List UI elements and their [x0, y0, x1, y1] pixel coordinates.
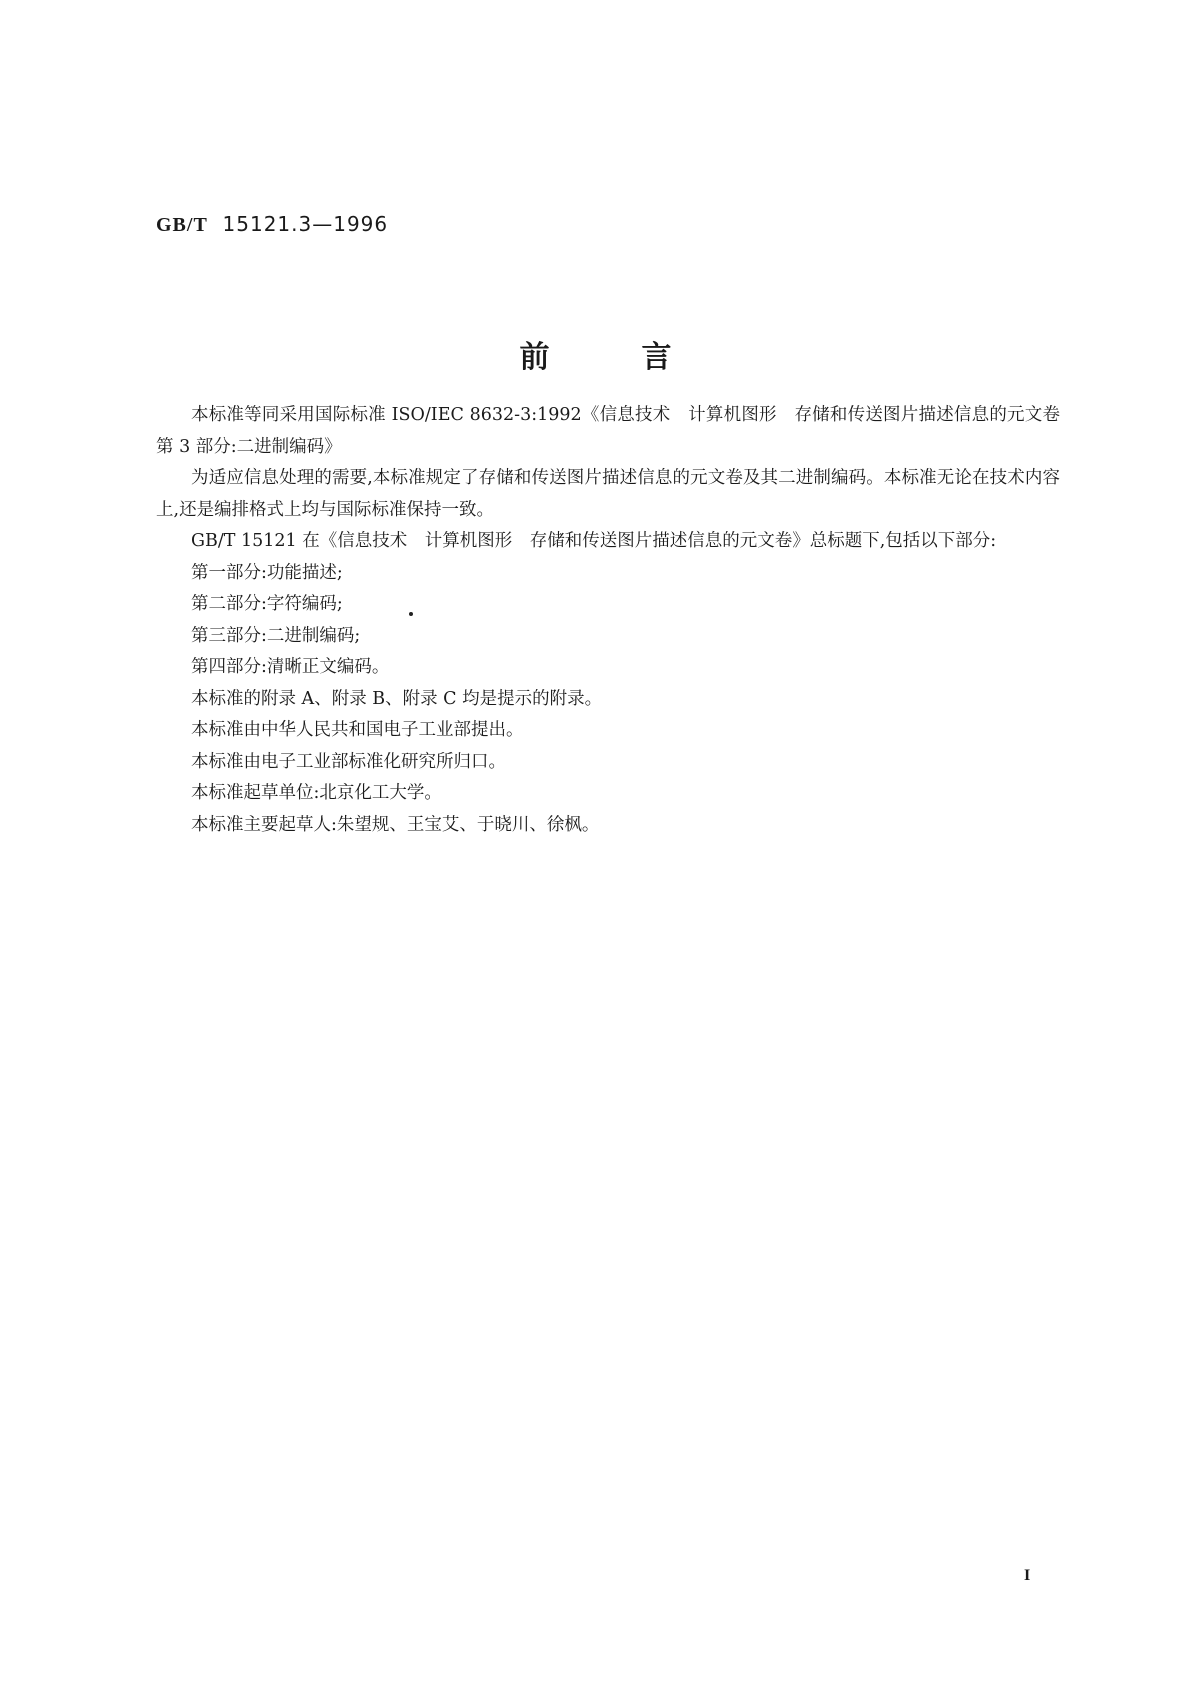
document-code-number: 15121.3—1996 [222, 212, 389, 236]
list-item-part-3: 第三部分:二进制编码; [191, 625, 361, 646]
scan-speck [409, 612, 413, 616]
page-title: 前言 [519, 340, 764, 375]
paragraph-proposer: 本标准由中华人民共和国电子工业部提出。 [191, 720, 524, 740]
paragraph-drafting-unit: 本标准起草单位:北京化工大学。 [191, 783, 442, 803]
paragraph-administrator: 本标准由电子工业部标准化研究所归口。 [191, 751, 506, 772]
document-code [156, 212, 388, 237]
paragraph-purpose: 为适应信息处理的需要,本标准规定了存储和传送图片描述信息的元文卷及其二进制编码。本标准无论在技术内容上,还是编排格式上均与国际标准保持一致。 [156, 468, 1060, 520]
paragraph-adoption: 本标准等同采用国际标准 ISO/IEC 8632-3:1992《信息技术 计算机图形 存储和传送图片描述信息的元文卷 第 3 部分:二进制编码》 [156, 405, 1078, 457]
list-item-part-2: 第二部分:字符编码; [191, 594, 343, 614]
list-item-part-1: 第一部分:功能描述; [191, 562, 343, 583]
foreword-body [156, 400, 1078, 841]
paragraph-drafters: 本标准主要起草人:朱望规、王宝艾、于晓川、徐枫。 [191, 814, 600, 835]
paragraph-parts-intro: GB/T 15121 在《信息技术 计算机图形 存储和传送图片描述信息的元文卷》总标题下,包括以下部分: [191, 531, 997, 551]
paragraph-annexes: 本标准的附录 A、附录 B、附录 C 均是提示的附录。 [191, 688, 603, 709]
document-code-prefix: GB/T [156, 214, 208, 236]
page-number: I [1024, 1567, 1031, 1584]
list-item-part-4: 第四部分:清晰正文编码。 [191, 657, 390, 677]
